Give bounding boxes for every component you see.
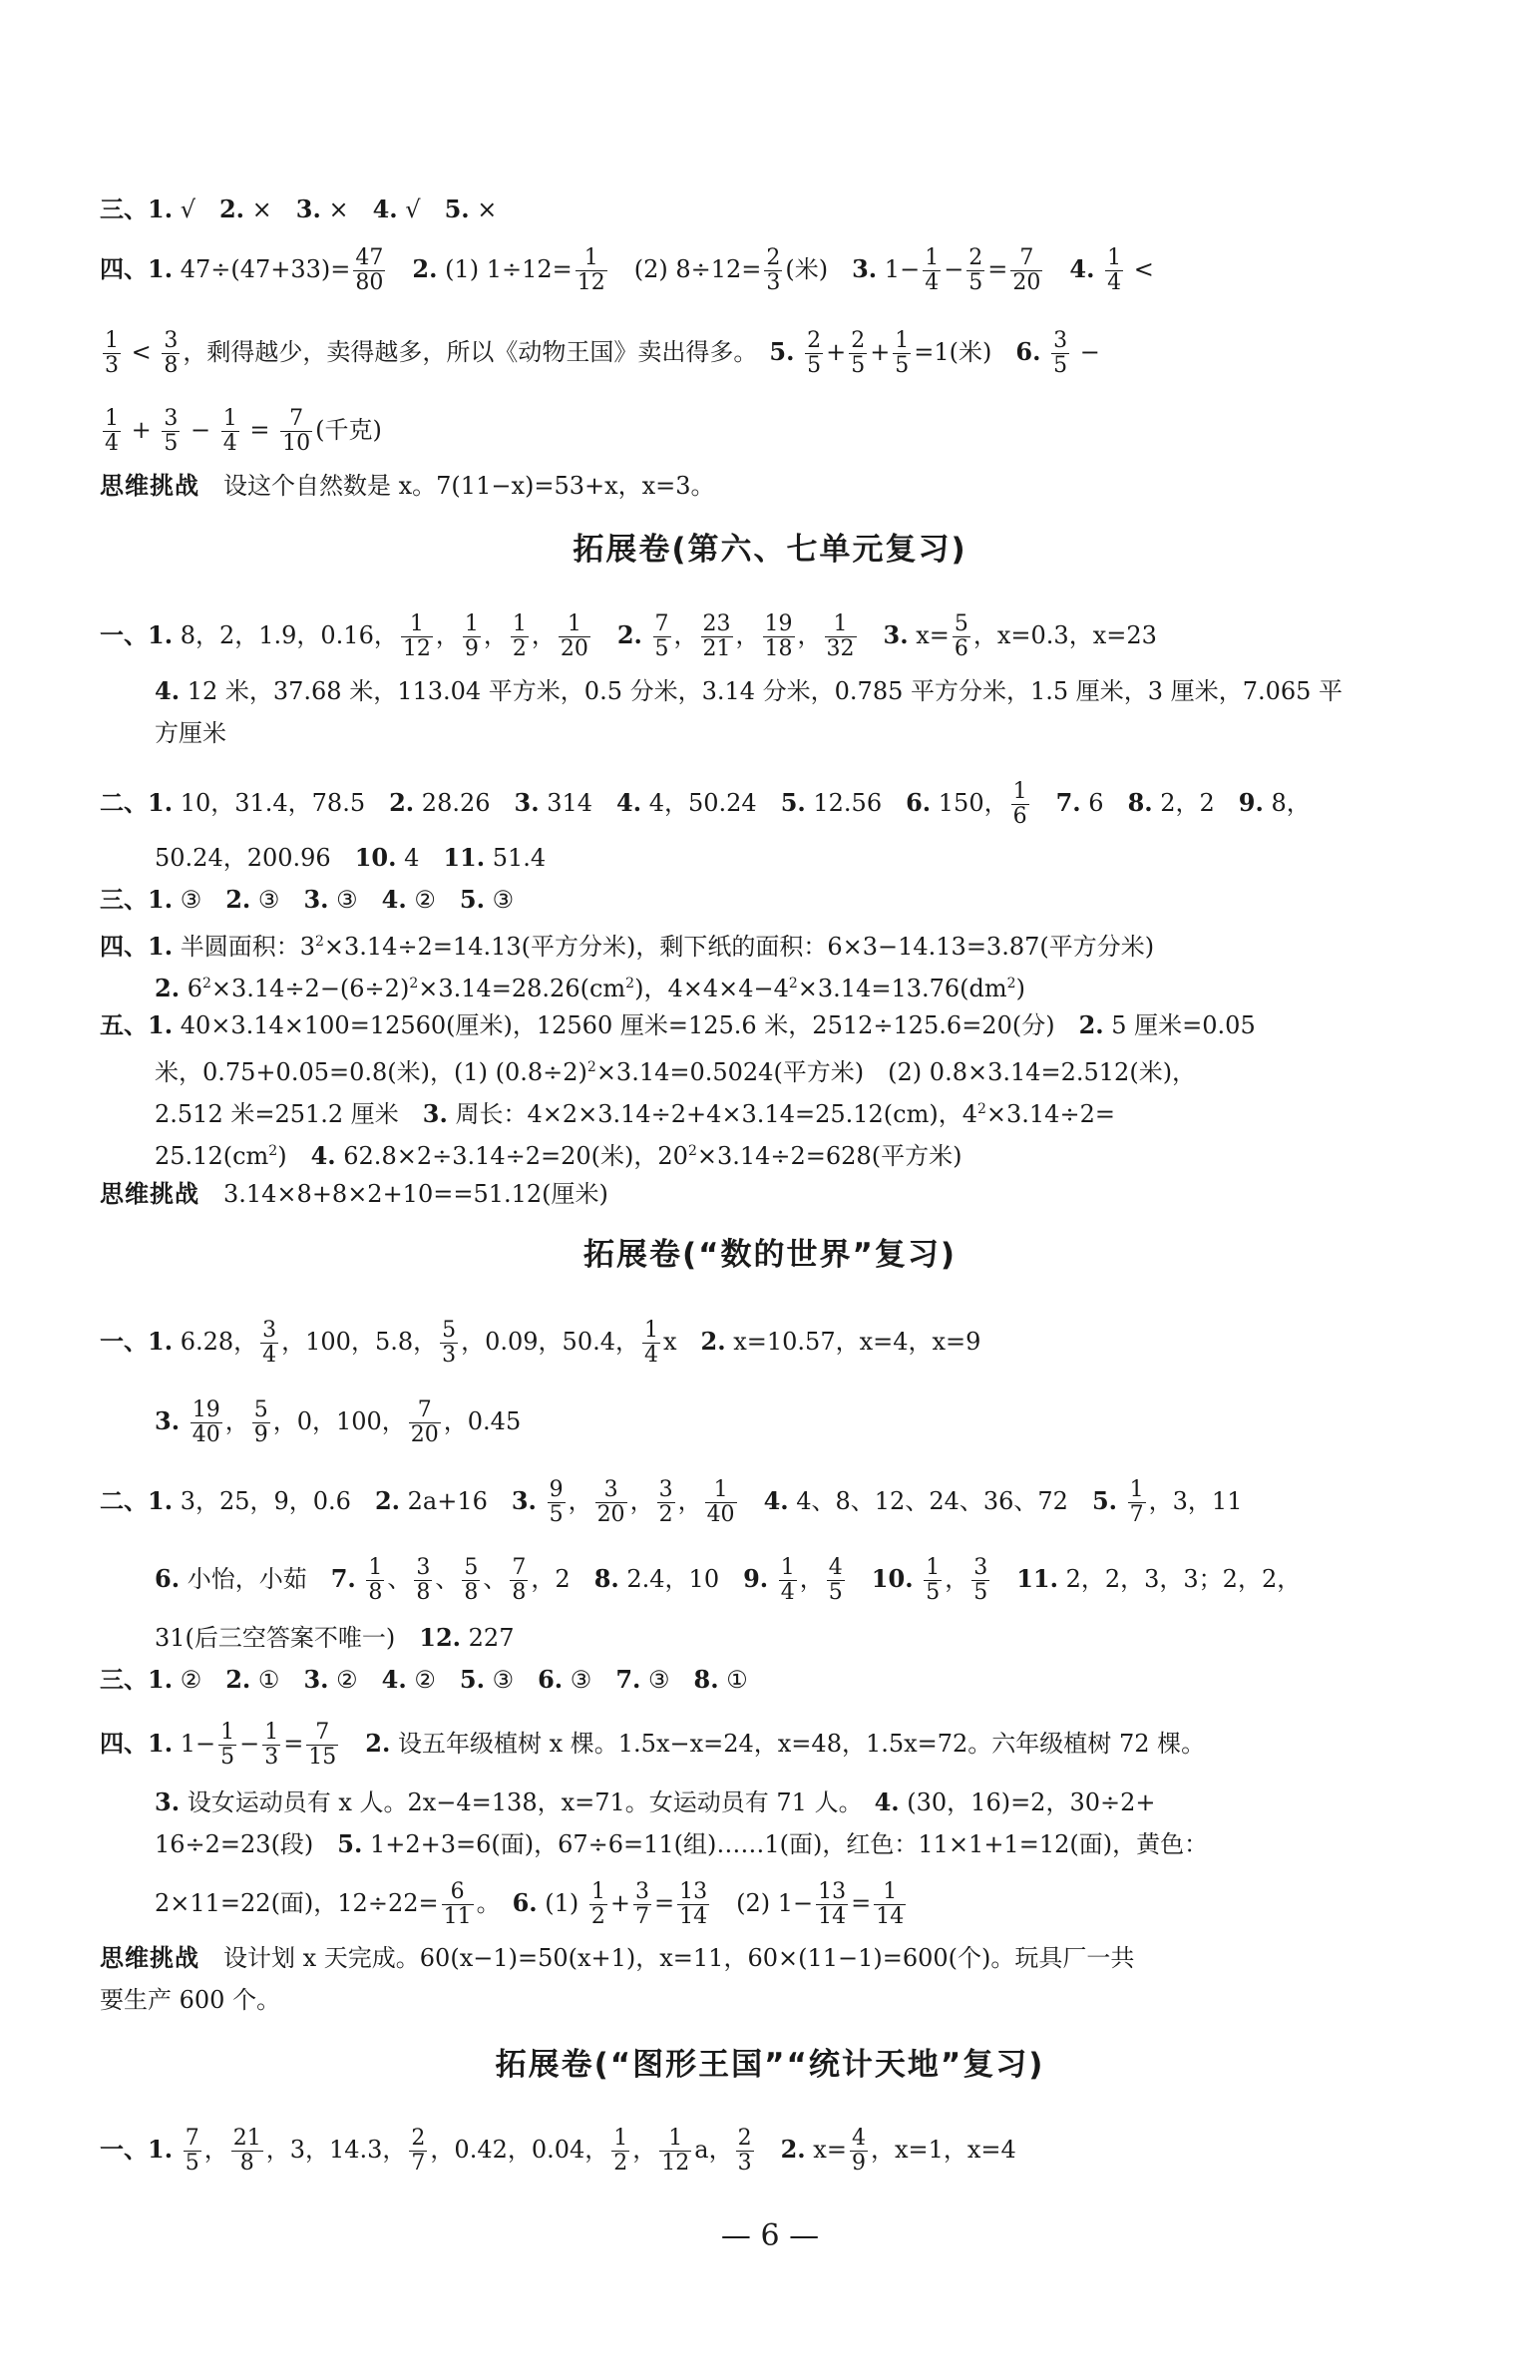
item-number: 4. (763, 1486, 789, 1516)
item-number: 4. (381, 885, 407, 914)
item-number: 3. (295, 195, 321, 223)
fraction: $\frac{1}{5}$ (926, 1555, 941, 1606)
fraction: $\frac{1}{12}$ (402, 611, 431, 662)
fraction: $\frac{13}{14}$ (818, 1879, 847, 1930)
fraction: $\frac{1}{9}$ (464, 611, 479, 662)
fraction: $\frac{21}{8}$ (232, 2126, 261, 2177)
answer-line-25: 16÷2=23(段) 5. 1+2+3=6(面)，67÷6=11(组)……1(面)，红色：11×1+1=12(面)，黄色： (155, 1829, 1209, 1858)
item-number: 8. (693, 1665, 719, 1694)
item-number: 1. (148, 2135, 174, 2165)
answer-line-26: 2×11=22(面)，12÷22= $\frac{6}{11}$ 。 6. (1) $\frac{1}{2}$ + $\frac{3}{7}$ = $\frac{13}{14}$ (2) 1− $\frac{13}{14}$ = $\frac{1}{14}$ (155, 1879, 905, 1930)
item-number: 1. (148, 254, 174, 284)
answer-line-27: 要生产 600 个。 (100, 1986, 281, 2014)
fraction: $\frac{7}{20}$ (410, 1397, 439, 1448)
item-number: 2. (374, 1486, 400, 1516)
fraction: $\frac{47}{80}$ (355, 245, 384, 296)
fraction: $\frac{2}{5}$ (968, 245, 983, 296)
item-number: 12. (419, 1623, 462, 1652)
fraction: $\frac{1}{4}$ (1107, 245, 1122, 296)
item-number: 8. (1127, 788, 1153, 818)
answer-line-18: 3. $\frac{19}{40}$ ， $\frac{5}{9}$ ，0，100， $\frac{7}{20}$ ，0.45 (155, 1397, 522, 1448)
item-number: 1. (148, 1729, 174, 1759)
fraction: $\frac{7}{20}$ (1012, 245, 1041, 296)
fraction: $\frac{5}{6}$ (954, 611, 968, 662)
page-number: — 6 — (720, 2218, 820, 2253)
item-number: 1. (148, 1327, 174, 1357)
item-number: 9. (1238, 788, 1264, 818)
item-number: 3. (883, 620, 909, 650)
item-number: 1. (148, 788, 174, 818)
item-number: 5. (1091, 1486, 1118, 1516)
item-number: 6. (155, 1564, 181, 1594)
fraction: $\frac{2}{3}$ (766, 245, 781, 296)
section-marker: 三、 (100, 195, 148, 223)
answer-line-10: 三、1. ③ 2. ③ 3. ③ 4. ② 5. ③ (100, 885, 515, 914)
fraction: $\frac{1}{3}$ (105, 328, 119, 379)
item-number: 3. (852, 254, 878, 284)
fraction: $\frac{1}{12}$ (577, 245, 605, 296)
item-number: 1. (148, 620, 174, 650)
fraction: $\frac{1}{3}$ (264, 1720, 279, 1771)
item-number: 11. (443, 843, 486, 872)
section-marker: 三、 (100, 885, 148, 914)
answer-line-5: 一、1. 8，2，1.9，0.16， $\frac{1}{12}$ ， $\frac{1}{9}$ ， $\frac{1}{2}$ ， $\frac{1}{20}$ 2. $\frac{7}{5}$ ， $\frac{23}{21}$ ， $\frac{19}{18}$ ， $\frac{1}{32}$ 3. x= $\frac{5}{6}$ ，x=0.3，x=23 (100, 611, 1157, 662)
label-thinking-challenge: 思维挑战 (100, 472, 199, 500)
fraction: $\frac{3}{5}$ (164, 406, 179, 457)
section-title-2: 拓展卷(“数的世界”复习) (582, 1237, 958, 1273)
fraction: $\frac{1}{4}$ (925, 245, 940, 296)
fraction: $\frac{1}{20}$ (560, 611, 588, 662)
answer-line-20: 6. 小怡，小茹 7. $\frac{1}{8}$ 、 $\frac{3}{8}$ 、 $\frac{5}{8}$ 、 $\frac{7}{8}$ ，2 8. 2.4，10 9. $\frac{1}{4}$ ， $\frac{4}{5}$ 10. $\frac{1}{5}$ ， $\frac{3}{5}$ 11. 2，2，3，3；2，2， (155, 1555, 1302, 1606)
item-number: 3. (303, 885, 329, 914)
fraction: $\frac{7}{15}$ (308, 1720, 337, 1771)
fraction: $\frac{5}{9}$ (253, 1397, 268, 1448)
fraction: $\frac{23}{21}$ (702, 611, 731, 662)
fraction: $\frac{13}{14}$ (679, 1879, 708, 1930)
answer-line-11: 四、1. 半圆面积：$3^2\times 3.14\div 2=14.13$(平方分米)，剩下纸的面积：6×3−14.13=3.87(平方分米) (100, 932, 1155, 961)
fraction: $\frac{1}{4}$ (105, 406, 119, 457)
item-number: 3. (155, 1787, 181, 1816)
answer-line-12: 2. $6^2\times 3.14\div 2-(6\div 2)^2\times 3.14=28.26(cm^2)$，$4\times 4\times 4-4^2\times 3.14=13.76(dm^2)$ (155, 974, 1025, 1002)
label-thinking-challenge: 思维挑战 (100, 1944, 199, 1972)
item-number: 1. (148, 1665, 174, 1694)
answer-line-6: 4. 12 米，37.68 米，113.04 平方米，0.5 分米，3.14 分米，0.785 平方分米，1.5 厘米，3 厘米，7.065 平 (155, 676, 1344, 705)
thinking-challenge-3: 思维挑战 设计划 x 天完成。60(x−1)=50(x+1)，x=11，60×(11−1)=600(个)。玩具厂一共 (100, 1944, 1135, 1972)
fraction: $\frac{1}{7}$ (1129, 1477, 1144, 1528)
fraction: $\frac{1}{2}$ (613, 2126, 628, 2177)
answer-line-13: 五、1. 40×3.14×100=12560(厘米)，12560 厘米=125.6 米，2512÷125.6=20(分) 2. 5 厘米=0.05 (100, 1010, 1256, 1039)
fraction: $\frac{1}{14}$ (876, 1879, 905, 1930)
item-number: 10. (354, 843, 397, 872)
fraction: $\frac{1}{12}$ (661, 2126, 690, 2177)
fraction: $\frac{9}{5}$ (549, 1477, 564, 1528)
fraction: $\frac{2}{5}$ (851, 328, 866, 379)
fraction: $\frac{19}{40}$ (192, 1397, 220, 1448)
thinking-challenge-1: 思维挑战 设这个自然数是 x。7(11−x)=53+x，x=3。 (100, 472, 715, 500)
item-number: 2. (389, 788, 415, 818)
answer-line-23: 四、1. 1− $\frac{1}{5}$ − $\frac{1}{3}$ = $\frac{7}{15}$ 2. 设五年级植树 x 棵。1.5x−x=24，x=48，1.5x=72。六年级植树 72 棵。 (100, 1720, 1206, 1771)
fraction: $\frac{1}{5}$ (895, 328, 910, 379)
section-marker: 四、 (100, 932, 148, 961)
answer-line-19: 二、1. 3，25，9，0.6 2. 2a+16 3. $\frac{9}{5}$ ， $\frac{3}{20}$ ， $\frac{3}{2}$ ， $\frac{1}{40}$ 4. 4、8、12、24、36、72 5. $\frac{1}{7}$ ，3，11 (100, 1477, 1243, 1528)
answer-line-14: 米，0.75+0.05=0.8(米)，(1) $(0.8\div 2)^2\times 3.14=0.5024$(平方米) (2) 0.8×3.14=2.512(米)， (155, 1058, 1197, 1086)
item-number: 7. (330, 1564, 356, 1594)
answer-line-4: $\frac{1}{4}$ + $\frac{3}{5}$ − $\frac{1}{4}$ = $\frac{7}{10}$ (千克) (105, 406, 382, 457)
item-number: 3. (303, 1665, 329, 1694)
item-number: 2. (155, 974, 181, 1002)
item-number: 5. (337, 1829, 363, 1858)
fraction: $\frac{3}{8}$ (164, 328, 179, 379)
item-number: 11. (1016, 1564, 1058, 1594)
thinking-challenge-2: 思维挑战 3.14×8+8×2+10==51.12(厘米) (100, 1180, 608, 1208)
item-number: 4. (874, 1787, 900, 1816)
item-number: 3. (514, 788, 540, 818)
item-number: 4. (155, 676, 181, 705)
fraction: $\frac{2}{7}$ (411, 2126, 426, 2177)
item-number: 6. (1015, 337, 1041, 367)
fraction: $\frac{1}{4}$ (644, 1318, 658, 1369)
answer-line-7: 方厘米 (155, 719, 226, 747)
answer-line-8: 二、1. 10，31.4，78.5 2. 28.26 3. 314 4. 4，50.24 5. 12.56 6. 150， $\frac{1}{6}$ 7. 6 8. 2，2 9. 8， (100, 779, 1311, 830)
fraction: $\frac{5}{3}$ (442, 1318, 457, 1369)
item-number: 10. (871, 1564, 914, 1594)
fraction: $\frac{7}{5}$ (185, 2126, 199, 2177)
answer-line-9: 50.24，200.96 10. 4 11. 51.4 (155, 843, 547, 872)
fraction: $\frac{1}{4}$ (222, 406, 237, 457)
fraction: $\frac{5}{8}$ (464, 1555, 479, 1606)
item-number: 2. (365, 1729, 391, 1759)
fraction: $\frac{6}{11}$ (443, 1879, 472, 1930)
item-number: 2. (616, 620, 642, 650)
item-number: 4. (381, 1665, 407, 1694)
answer-line-3: $\frac{1}{3}$ < $\frac{3}{8}$ ，剩得越少，卖得越多，所以《动物王国》卖出得多。 5. $\frac{2}{5}$ + $\frac{2}{5}$ + $\frac{1}{5}$ =1(米) 6. $\frac{3}{5}$ − (105, 328, 1100, 379)
item-number: 2. (225, 885, 251, 914)
fraction: $\frac{3}{20}$ (596, 1477, 625, 1528)
fraction: $\frac{3}{5}$ (973, 1555, 988, 1606)
section-title-1: 拓展卷(第六、七单元复习) (573, 532, 967, 568)
fraction: $\frac{3}{7}$ (635, 1879, 650, 1930)
section-title-3: 拓展卷(“图形王国”“统计天地”复习) (495, 2047, 1045, 2083)
item-number: 1. (148, 195, 174, 223)
answer-line-17: 一、1. 6.28， $\frac{3}{4}$ ，100，5.8， $\frac{5}{3}$ ，0.09，50.4， $\frac{1}{4}$ x 2. x=10.57，x=4，x=9 (100, 1318, 981, 1369)
item-number: 1. (148, 885, 174, 914)
section-marker: 一、 (100, 2135, 148, 2165)
item-number: 9. (743, 1564, 769, 1594)
fraction: $\frac{3}{8}$ (416, 1555, 431, 1606)
fraction: $\frac{4}{5}$ (828, 1555, 843, 1606)
item-number: 4. (616, 788, 642, 818)
item-number: 2. (225, 1665, 251, 1694)
fraction: $\frac{4}{9}$ (851, 2126, 866, 2177)
item-number: 2. (700, 1327, 726, 1357)
item-number: 4. (372, 195, 398, 223)
fraction: $\frac{1}{8}$ (368, 1555, 383, 1606)
label-thinking-challenge: 思维挑战 (100, 1180, 199, 1208)
answer-line-24: 3. 设女运动员有 x 人。2x−4=138，x=71。女运动员有 71 人。 4. (30，16)=2，30÷2+ (155, 1787, 1156, 1816)
section-marker: 一、 (100, 620, 148, 650)
section-marker: 二、 (100, 1486, 148, 1516)
item-number: 6. (512, 1888, 538, 1918)
fraction: $\frac{1}{40}$ (706, 1477, 735, 1528)
answer-line-22: 三、1. ② 2. ① 3. ② 4. ② 5. ③ 6. ③ 7. ③ 8. ① (100, 1665, 748, 1694)
item-number: 7. (615, 1665, 641, 1694)
item-number: 4. (310, 1141, 336, 1170)
answer-line-16: $25.12(cm^2)$ 4. 62.8×2÷3.14÷2=20(米)，$20^2\times 3.14\div 2=628$(平方米) (155, 1141, 962, 1170)
item-number: 6. (538, 1665, 564, 1694)
section-marker: 四、 (100, 1729, 148, 1759)
item-number: 6. (906, 788, 932, 818)
fraction: $\frac{2}{3}$ (737, 2126, 752, 2177)
fraction: $\frac{1}{5}$ (220, 1720, 235, 1771)
item-number: 5. (459, 885, 485, 914)
item-number: 2. (780, 2135, 806, 2165)
item-number: 7. (1055, 788, 1081, 818)
item-number: 4. (1069, 254, 1095, 284)
fraction: $\frac{7}{5}$ (654, 611, 669, 662)
answer-line-21: 31(后三空答案不唯一) 12. 227 (155, 1623, 515, 1652)
item-number: 3. (155, 1406, 181, 1436)
section-marker: 五、 (100, 1010, 148, 1039)
fraction: $\frac{2}{5}$ (807, 328, 822, 379)
section-marker: 三、 (100, 1665, 148, 1694)
fraction: $\frac{3}{4}$ (262, 1318, 277, 1369)
fraction: $\frac{3}{5}$ (1053, 328, 1068, 379)
fraction: $\frac{7}{10}$ (282, 406, 311, 457)
item-number: 3. (422, 1099, 448, 1128)
item-number: 3. (511, 1486, 537, 1516)
item-number: 5. (780, 788, 806, 818)
fraction: $\frac{1}{6}$ (1012, 779, 1027, 830)
answer-line-2: 四、1. 47÷(47+33)= $\frac{47}{80}$ 2. (1) 1÷12= $\frac{1}{12}$ (2) 8÷12= $\frac{2}{3}$ (米) 3. 1− $\frac{1}{4}$ − $\frac{2}{5}$ = $\frac{7}{20}$ 4. $\frac{1}{4}$ < (100, 245, 1154, 296)
item-number: 8. (593, 1564, 619, 1594)
fraction: $\frac{1}{2}$ (590, 1879, 605, 1930)
section-marker: 四、 (100, 254, 148, 284)
fraction: $\frac{19}{18}$ (764, 611, 793, 662)
fraction: $\frac{3}{2}$ (658, 1477, 673, 1528)
item-number: 1. (148, 1486, 174, 1516)
item-number: 5. (444, 195, 470, 223)
item-number: 2. (1078, 1010, 1104, 1039)
answer-line-1: 三、1. √ 2. × 3. × 4. √ 5. × (100, 195, 498, 223)
item-number: 2. (412, 254, 438, 284)
item-number: 5. (459, 1665, 485, 1694)
answer-line-15: 2.512 米=251.2 厘米 3. 周长：4×2×3.14÷2+4×3.14=25.12(cm)，$4^2\times 3.14\div 2=$ (155, 1099, 1115, 1128)
fraction: $\frac{1}{2}$ (512, 611, 527, 662)
item-number: 1. (148, 932, 174, 961)
section-marker: 二、 (100, 788, 148, 818)
answer-line-28: 一、1. $\frac{7}{5}$ ， $\frac{21}{8}$ ，3，14.3， $\frac{2}{7}$ ，0.42，0.04， $\frac{1}{2}$ ， $\frac{1}{12}$ a， $\frac{2}{3}$ 2. x= $\frac{4}{9}$ ，x=1，x=4 (100, 2126, 1016, 2177)
item-number: 1. (148, 1010, 174, 1039)
fraction: $\frac{1}{32}$ (826, 611, 855, 662)
item-number: 5. (769, 337, 795, 367)
fraction: $\frac{1}{4}$ (780, 1555, 795, 1606)
section-marker: 一、 (100, 1327, 148, 1357)
item-number: 2. (218, 195, 245, 223)
fraction: $\frac{7}{8}$ (512, 1555, 527, 1606)
